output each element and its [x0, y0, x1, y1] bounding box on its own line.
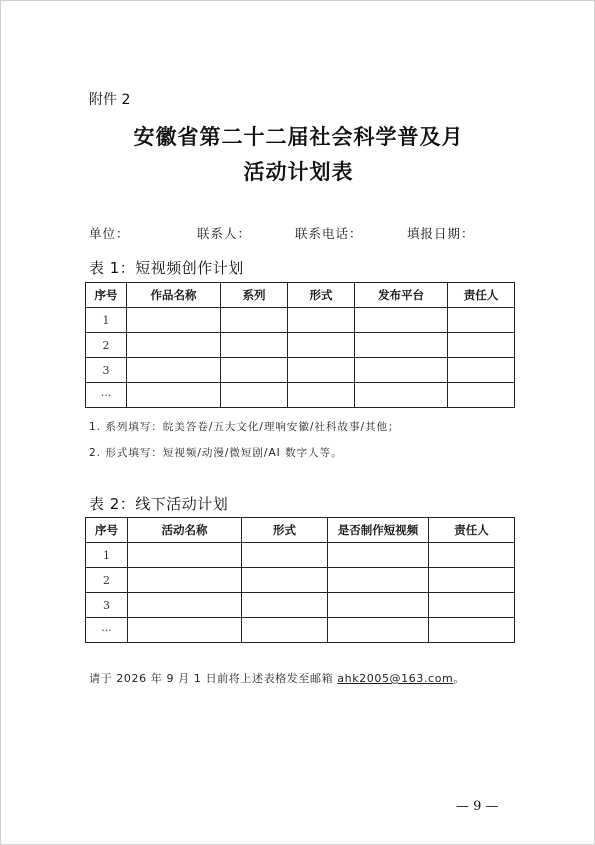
- table-cell[interactable]: [429, 618, 515, 643]
- header-cell: 责任人: [429, 518, 515, 543]
- date-label: 填报日期：: [407, 226, 475, 241]
- header-cell: 作品名称: [127, 283, 221, 308]
- row-index: 2: [86, 333, 127, 358]
- row-index: 2: [86, 568, 128, 593]
- table-cell[interactable]: [429, 543, 515, 568]
- header-cell: 是否制作短视频: [328, 518, 429, 543]
- table-header-row: [86, 283, 515, 308]
- row-index: 1: [86, 543, 128, 568]
- table-cell[interactable]: [128, 593, 242, 618]
- short-video-plan-table: [85, 282, 515, 408]
- offline-activity-plan-table: [85, 517, 515, 643]
- table-cell[interactable]: [328, 568, 429, 593]
- row-index: ···: [86, 383, 127, 408]
- table-cell[interactable]: [221, 308, 288, 333]
- page-number: — 9 —: [456, 799, 499, 814]
- table-cell[interactable]: [221, 383, 288, 408]
- header-cell: 活动名称: [128, 518, 242, 543]
- instruction-end: 。: [453, 672, 465, 685]
- table-cell[interactable]: [221, 333, 288, 358]
- table-cell[interactable]: [128, 618, 242, 643]
- header-cell: 责任人: [448, 283, 515, 308]
- unit-label: 单位：: [89, 226, 130, 241]
- table-cell[interactable]: [127, 333, 221, 358]
- row-index: 1: [86, 308, 127, 333]
- table-row: [86, 333, 515, 358]
- table-cell[interactable]: [288, 308, 355, 333]
- table-cell[interactable]: [242, 618, 328, 643]
- header-cell: 发布平台: [355, 283, 448, 308]
- note-format: 2. 形式填写：短视频/动漫/微短剧/AI 数字人等。: [89, 447, 343, 459]
- table-cell[interactable]: [429, 568, 515, 593]
- phone-label: 联系电话：: [295, 226, 363, 241]
- header-cell: 形式: [242, 518, 328, 543]
- table-row: [86, 618, 515, 643]
- table-row: [86, 593, 515, 618]
- table-header-row: [86, 518, 515, 543]
- table-cell[interactable]: [242, 543, 328, 568]
- row-index: ···: [86, 618, 128, 643]
- table-row: [86, 308, 515, 333]
- table-cell[interactable]: [355, 358, 448, 383]
- table-cell[interactable]: [355, 333, 448, 358]
- submission-instruction: [89, 670, 465, 686]
- attachment-label: 附件 2: [89, 92, 131, 108]
- table-row: [86, 383, 515, 408]
- table-cell[interactable]: [448, 308, 515, 333]
- table-cell[interactable]: [221, 358, 288, 383]
- table-cell[interactable]: [328, 618, 429, 643]
- table-cell[interactable]: [128, 568, 242, 593]
- table-cell[interactable]: [127, 358, 221, 383]
- table-cell[interactable]: [288, 358, 355, 383]
- table-cell[interactable]: [127, 308, 221, 333]
- table-cell[interactable]: [448, 358, 515, 383]
- table-cell[interactable]: [355, 383, 448, 408]
- document-title-line2: 活动计划表: [243, 159, 354, 184]
- document-title-line1: 安徽省第二十二届社会科学普及月: [133, 124, 464, 149]
- row-index: 3: [86, 358, 127, 383]
- table-cell[interactable]: [242, 568, 328, 593]
- table-cell[interactable]: [448, 333, 515, 358]
- row-index: 3: [86, 593, 128, 618]
- table-cell[interactable]: [288, 333, 355, 358]
- table2-title: 表 2：线下活动计划: [89, 495, 229, 513]
- table-cell[interactable]: [242, 593, 328, 618]
- table-row: [86, 358, 515, 383]
- table-cell[interactable]: [429, 593, 515, 618]
- header-cell: 序号: [86, 518, 128, 543]
- table1-title: 表 1：短视频创作计划: [89, 259, 244, 277]
- header-cell: 系列: [221, 283, 288, 308]
- note-series: 1. 系列填写：皖美答卷/五大文化/理响安徽/社科故事/其他；: [89, 421, 400, 433]
- table-cell[interactable]: [328, 593, 429, 618]
- header-cell: 序号: [86, 283, 127, 308]
- email-link[interactable]: ahk2005@163.com: [337, 672, 454, 685]
- table-row: [86, 543, 515, 568]
- contact-label: 联系人：: [197, 226, 252, 241]
- table-cell[interactable]: [288, 383, 355, 408]
- table-cell[interactable]: [127, 383, 221, 408]
- header-cell: 形式: [288, 283, 355, 308]
- table-cell[interactable]: [328, 543, 429, 568]
- table-row: [86, 568, 515, 593]
- instruction-text: 请于 2026 年 9 月 1 日前将上述表格发至邮箱: [89, 672, 338, 685]
- table-cell[interactable]: [448, 383, 515, 408]
- table-cell[interactable]: [355, 308, 448, 333]
- table-cell[interactable]: [128, 543, 242, 568]
